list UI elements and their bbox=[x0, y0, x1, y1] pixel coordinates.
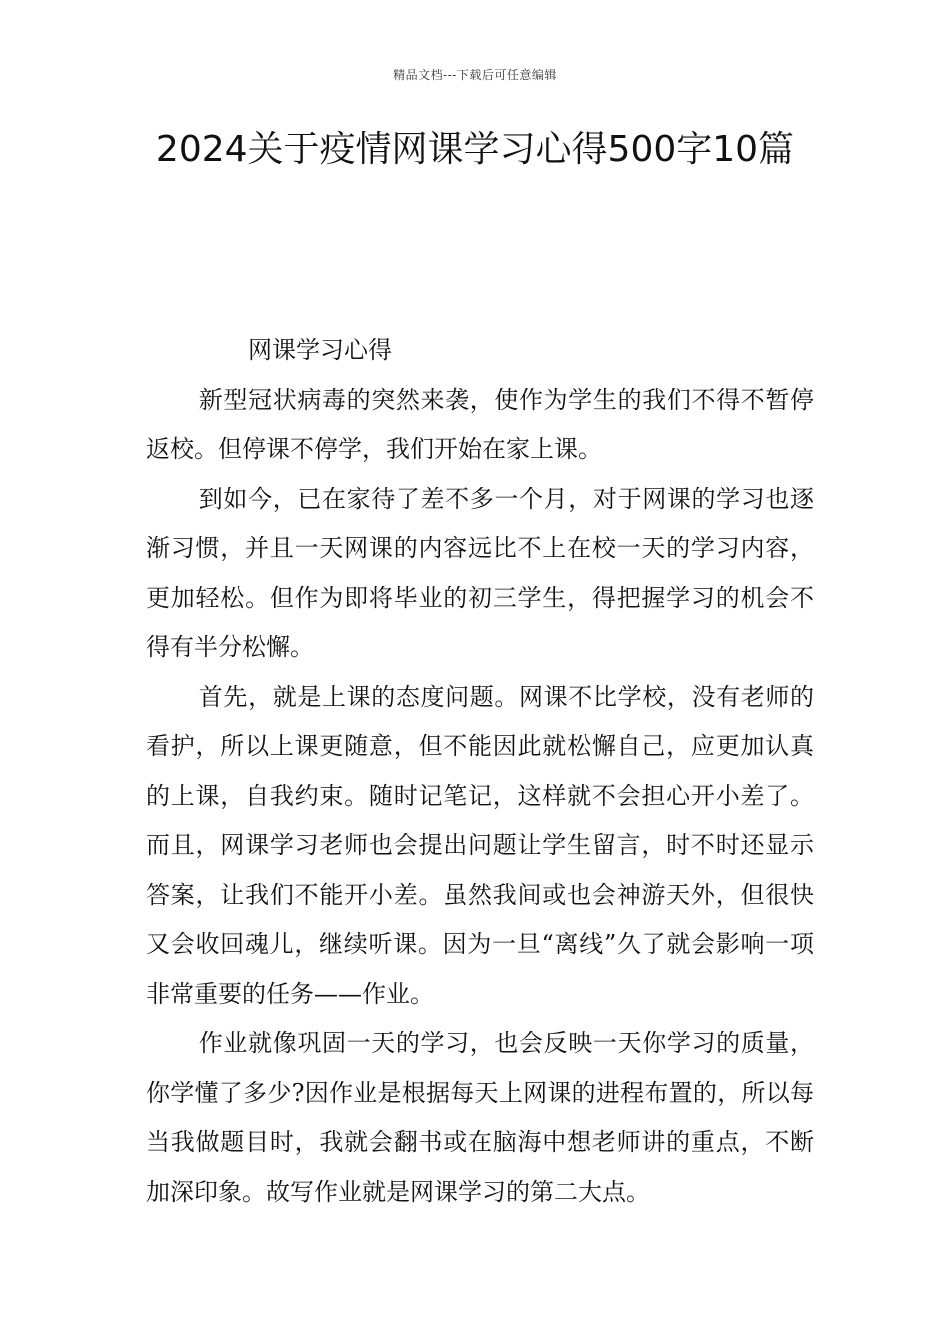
section-heading: 网课学习心得 bbox=[248, 336, 392, 364]
paragraph-4: 作业就像巩固一天的学习，也会反映一天你学习的质量，你学懂了多少?因作业是根据每天上网课的进程布置的，所以每当我做题目时，我就会翻书或在脑海中想老师讲的重点，不断加深印象。故写作业就是网课学习的第二大点。 bbox=[146, 1029, 814, 1206]
paragraph-1: 新型冠状病毒的突然来袭，使作为学生的我们不得不暂停返校。但停课不停学，我们开始在家上课。 bbox=[146, 385, 814, 463]
paragraph-2: 到如今，已在家待了差不多一个月，对于网课的学习也逐渐习惯，并且一天网课的内容远比不上在校一天的学习内容，更加轻松。但作为即将毕业的初三学生，得把握学习的机会不得有半分松懈。 bbox=[146, 484, 814, 661]
header-note: 精品文档---下载后可任意编辑 bbox=[393, 68, 557, 82]
paragraph-3: 首先，就是上课的态度问题。网课不比学校，没有老师的看护，所以上课更随意，但不能因此就松懈自己，应更加认真的上课，自我约束。随时记笔记，这样就不会担心开小差了。而且，网课学习老师也会提出问题让学生留言，时不时还显示答案，让我们不能开小差。虽然我间或也会神游天外，但很快又会收回魂儿，继续听课。因为一旦“离线”久了就会影响一项非常重要的任务——作业。 bbox=[146, 682, 814, 1008]
document-body bbox=[146, 326, 814, 1217]
document-title: 2024关于疫情网课学习心得500字10篇 bbox=[155, 129, 795, 170]
